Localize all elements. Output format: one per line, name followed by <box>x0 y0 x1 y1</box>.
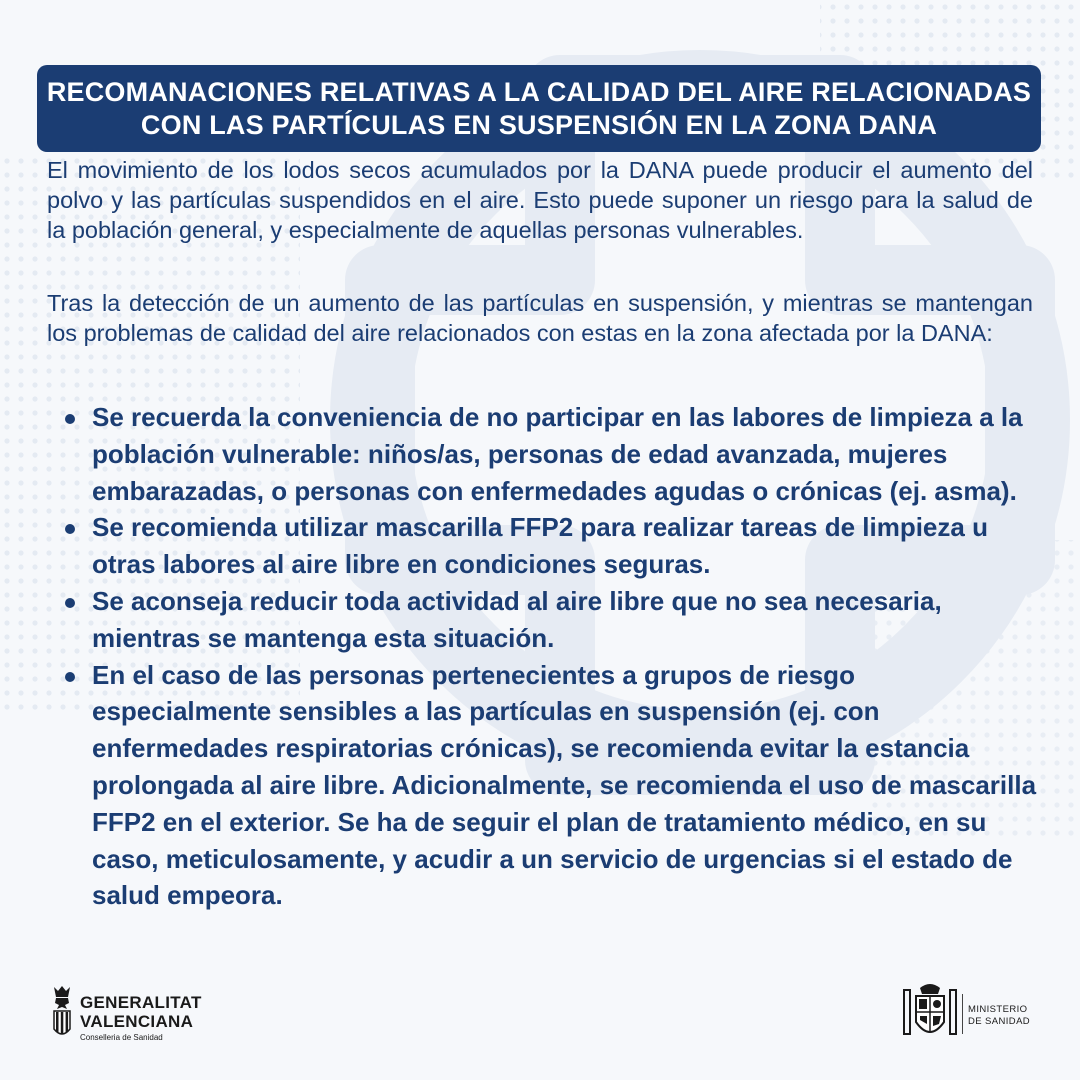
title-banner <box>37 65 1041 152</box>
recommendation-item <box>60 509 1040 583</box>
generalitat-logo <box>48 985 208 1055</box>
conselleria-label: Conselleria de Sanidad <box>80 1033 163 1042</box>
recommendation-item <box>60 399 1040 509</box>
ministry-name-line-2: DE SANIDAD <box>968 1016 1031 1027</box>
recommendation-text: Se aconseja reducir toda actividad al aire libre que no sea necesaria, mientras se mantenga esta situación. <box>92 585 942 653</box>
generalitat-emblem-icon <box>48 985 76 1047</box>
generalitat-name <box>80 993 202 1031</box>
ministry-name <box>968 1004 1030 1028</box>
intro-paragraph-2: Tras la detección de un aumento de las partículas en suspensión, y mientras se mantengan los problemas de calidad del aire relacionados con estas en la zona afectada por la DANA: <box>47 290 1033 346</box>
title-line-2: CON LAS PARTÍCULAS EN SUSPENSIÓN EN LA ZONA DANA <box>140 109 938 140</box>
bullet-icon <box>65 414 75 424</box>
intro-paragraph-1: El movimiento de los lodos secos acumulados por la DANA puede producir el aumento del polvo y las partículas suspendidos en el aire. Esto puede suponer un riesgo para la salud de la población general, y especialmente de aquellas personas vulnerables. <box>47 157 1033 243</box>
ministry-logo <box>900 980 1040 1052</box>
ministry-divider <box>962 994 963 1034</box>
recommendations-list <box>60 399 1040 914</box>
generalitat-name-line-2: VALENCIANA <box>80 1012 194 1031</box>
recommendation-text: Se recomienda utilizar mascarilla FFP2 para realizar tareas de limpieza u otras labores al aire libre en condiciones seguras. <box>92 512 988 580</box>
generalitat-name-line-1: GENERALITAT <box>80 993 202 1012</box>
bullet-icon <box>65 524 75 534</box>
bullet-icon <box>65 672 75 682</box>
recommendation-text: Se recuerda la conveniencia de no participar en las labores de limpieza a la población vulnerable: niños/as, personas de edad avanzada, mujeres embarazadas, o personas con enfermedades agudas o crónicas (ej. asma). <box>92 402 1023 506</box>
recommendation-item <box>60 657 1040 915</box>
title-line-1: RECOMANACIONES RELATIVAS A LA CALIDAD DEL AIRE RELACIONADAS <box>46 76 1032 107</box>
recommendation-item <box>60 583 1040 657</box>
recommendation-text: En el caso de las personas pertenecientes a grupos de riesgo especialmente sensibles a las partículas en suspensión (ej. con enfermedades respiratorias crónicas), se recomienda evitar la estancia prolongada al aire libre. Adicionalmente, se recomienda el uso de mascarilla FFP2 en el exterior. Se ha de seguir el plan de tratamiento médico, en su caso, meticulosamente, y acudir a un servicio de urgencias si el estado de salud empeora. <box>92 659 1037 911</box>
ministry-name-line-1: MINISTERIO <box>968 1004 1028 1015</box>
spain-coat-of-arms-icon <box>900 980 960 1050</box>
bullet-icon <box>65 598 75 608</box>
